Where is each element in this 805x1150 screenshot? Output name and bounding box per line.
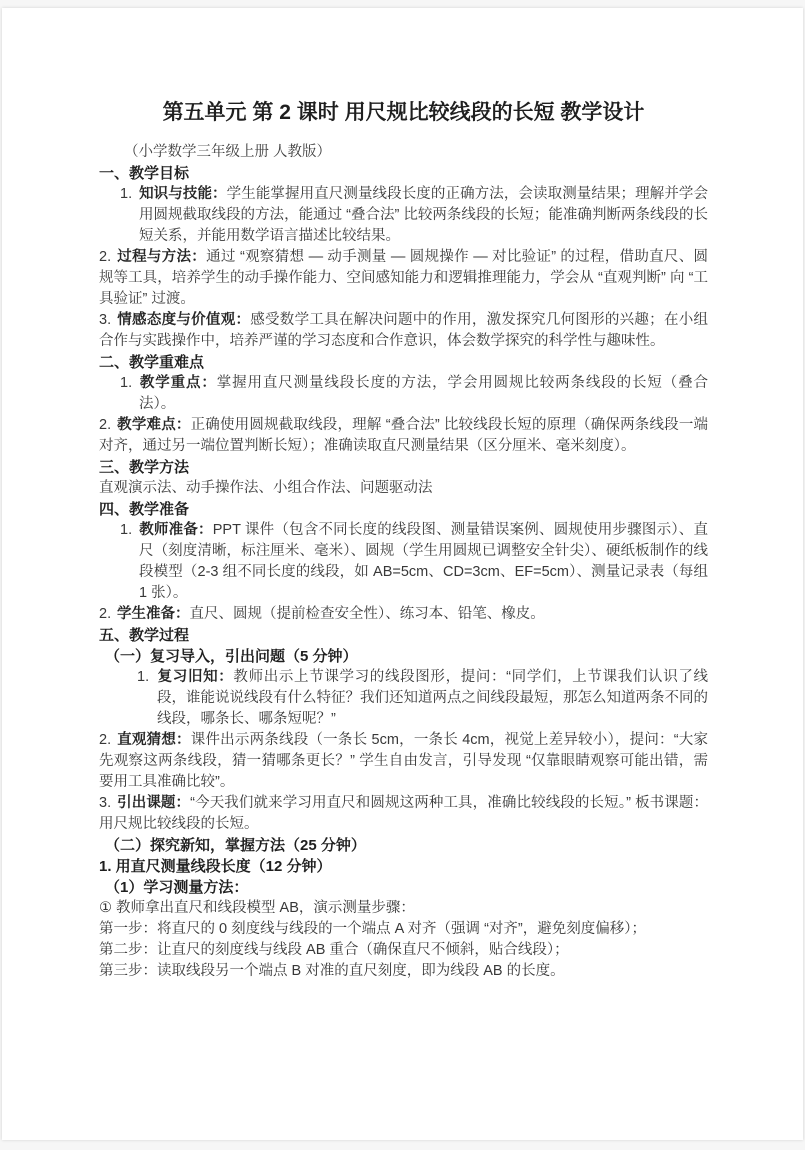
- list-number: 2.: [99, 606, 112, 622]
- document-body: [99, 163, 708, 982]
- text-run: 第一步：将直尺的 0 刻度线与线段的一个端点 A 对齐（强调 “对齐”，避免刻度偏移）；: [99, 921, 646, 937]
- doc-heading: [99, 457, 708, 478]
- text-run: 四、教学准备: [99, 501, 190, 518]
- text-run: “今天我们就来学习用直尺和圆规这两种工具，准确比较线段的长短。” 板书课题：用尺规比较线段的长短。: [99, 795, 708, 832]
- doc-heading: [99, 499, 708, 520]
- doc-heading: [99, 625, 708, 646]
- list-label: 教师准备：: [139, 522, 213, 538]
- list-number: 1.: [120, 186, 133, 202]
- text-run: 直观演示法、动手操作法、小组合作法、问题驱动法: [99, 480, 433, 496]
- list-item: [99, 247, 708, 310]
- document-page: [2, 8, 803, 1140]
- list-label: 引出课题：: [117, 795, 191, 811]
- text-run: 课件出示两条线段（一条长 5cm，一条长 4cm，视觉上差异较小），提问：“大家先观察这两条线段，猜一猜哪条更长？” 学生自由发言，引导发现 “仅靠眼睛观察可能出错，需要用工具准确比较”。: [99, 732, 709, 790]
- doc-paragraph: [99, 919, 708, 940]
- list-item: [99, 730, 708, 793]
- text-run: 第三步：读取线段另一个端点 B 对准的直尺刻度，即为线段 AB 的长度。: [99, 963, 565, 979]
- doc-heading: [99, 877, 708, 898]
- list-item: [99, 373, 708, 415]
- doc-heading: [99, 646, 708, 667]
- doc-heading: [99, 835, 708, 856]
- list-number: 3.: [99, 312, 112, 328]
- text-run: PPT 课件（包含不同长度的线段图、测量错误案例、圆规使用步骤图示）、直尺（刻度清晰，标注厘米、毫米）、圆规（学生用圆规已调整安全针尖）、硬纸板制作的线段模型（2-3 组不同长度的线段，如 AB=5cm、CD=3cm、EF=5cm）、测量记录表（每组 1 张）。: [139, 522, 709, 601]
- text-run: 1. 用直尺测量线段长度（12 分钟）: [99, 858, 332, 875]
- list-label: 情感态度与价值观：: [117, 312, 251, 328]
- text-run: 第二步：让直尺的刻度线与线段 AB 重合（确保直尺不倾斜，贴合线段）；: [99, 942, 569, 958]
- doc-heading: [99, 856, 708, 877]
- text-run: （二）探究新知，掌握方法（25 分钟）: [105, 837, 366, 854]
- document-title: 第五单元 第 2 课时 用尺规比较线段的长短 教学设计: [162, 101, 645, 124]
- text-run: 学生能掌握用直尺测量线段长度的正确方法，会读取测量结果；理解并学会用圆规截取线段的方法，能通过 “叠合法” 比较两条线段的长短；能准确判断两条线段的长短关系，并能用数学语言描述比较结果。: [139, 186, 709, 244]
- list-label: 直观猜想：: [117, 732, 191, 748]
- list-label: 教学难点：: [117, 417, 191, 433]
- text-run: 通过 “观察猜想 — 动手测量 — 圆规操作 — 对比验证” 的过程，借助直尺、圆规等工具，培养学生的动手操作能力、空间感知能力和逻辑推理能力，学会从 “直观判断” 向 “工具验证” 过渡。: [99, 249, 709, 307]
- text-run: 三、教学方法: [99, 459, 190, 476]
- doc-paragraph: [99, 961, 708, 982]
- text-run: 教师出示上节课学习的线段图形，提问：“同学们，上节课我们认识了线段，谁能说说线段有什么特征？我们还知道两点之间线段最短，那怎么知道两条不同的线段，哪条长、哪条短呢？”: [157, 669, 708, 727]
- doc-paragraph: [99, 940, 708, 961]
- list-label: 过程与方法：: [117, 249, 207, 265]
- list-item: [99, 667, 708, 730]
- list-label: 学生准备：: [117, 606, 190, 622]
- list-item: [99, 520, 708, 604]
- text-run: 直尺、圆规（提前检查安全性）、练习本、铅笔、橡皮。: [189, 606, 545, 622]
- text-run: 五、教学过程: [99, 627, 190, 644]
- list-number: 1.: [137, 669, 150, 685]
- list-number: 2.: [99, 732, 112, 748]
- list-number: 2.: [99, 417, 112, 433]
- list-number: 1.: [120, 522, 133, 538]
- list-number: 1.: [120, 375, 133, 391]
- list-number: 3.: [99, 795, 112, 811]
- list-label: 教学重点：: [139, 375, 217, 391]
- text-run: ① 教师拿出直尺和线段模型 AB，演示测量步骤：: [99, 900, 415, 916]
- text-run: 感受数学工具在解决问题中的作用，激发探究几何图形的兴趣；在小组合作与实践操作中，培养严谨的学习态度和合作意识，体会数学探究的科学性与趣味性。: [99, 312, 708, 349]
- doc-paragraph: [99, 898, 708, 919]
- text-run: （1）学习测量方法：: [105, 879, 249, 896]
- list-item: [99, 310, 708, 352]
- text-run: （一）复习导入，引出问题（5 分钟）: [105, 648, 358, 665]
- list-item: [99, 184, 708, 247]
- list-label: 知识与技能：: [139, 186, 227, 202]
- doc-paragraph: [99, 478, 708, 499]
- list-item: [99, 415, 708, 457]
- doc-heading: [99, 163, 708, 184]
- document-subtitle: （小学数学三年级上册 人教版）: [124, 144, 332, 160]
- list-item: [99, 793, 708, 835]
- list-number: 2.: [99, 249, 112, 265]
- text-run: 二、教学重难点: [99, 354, 205, 371]
- doc-heading: [99, 352, 708, 373]
- list-item: [99, 604, 708, 625]
- text-run: 正确使用圆规截取线段，理解 “叠合法” 比较线段长短的原理（确保两条线段一端对齐，通过另一端位置判断长短）；准确读取直尺测量结果（区分厘米、毫米刻度）。: [99, 417, 709, 454]
- text-run: 掌握用直尺测量线段长度的方法，学会用圆规比较两条线段的长短（叠合法）。: [139, 375, 709, 412]
- text-run: 一、教学目标: [99, 165, 190, 182]
- list-label: 复习旧知：: [157, 669, 234, 685]
